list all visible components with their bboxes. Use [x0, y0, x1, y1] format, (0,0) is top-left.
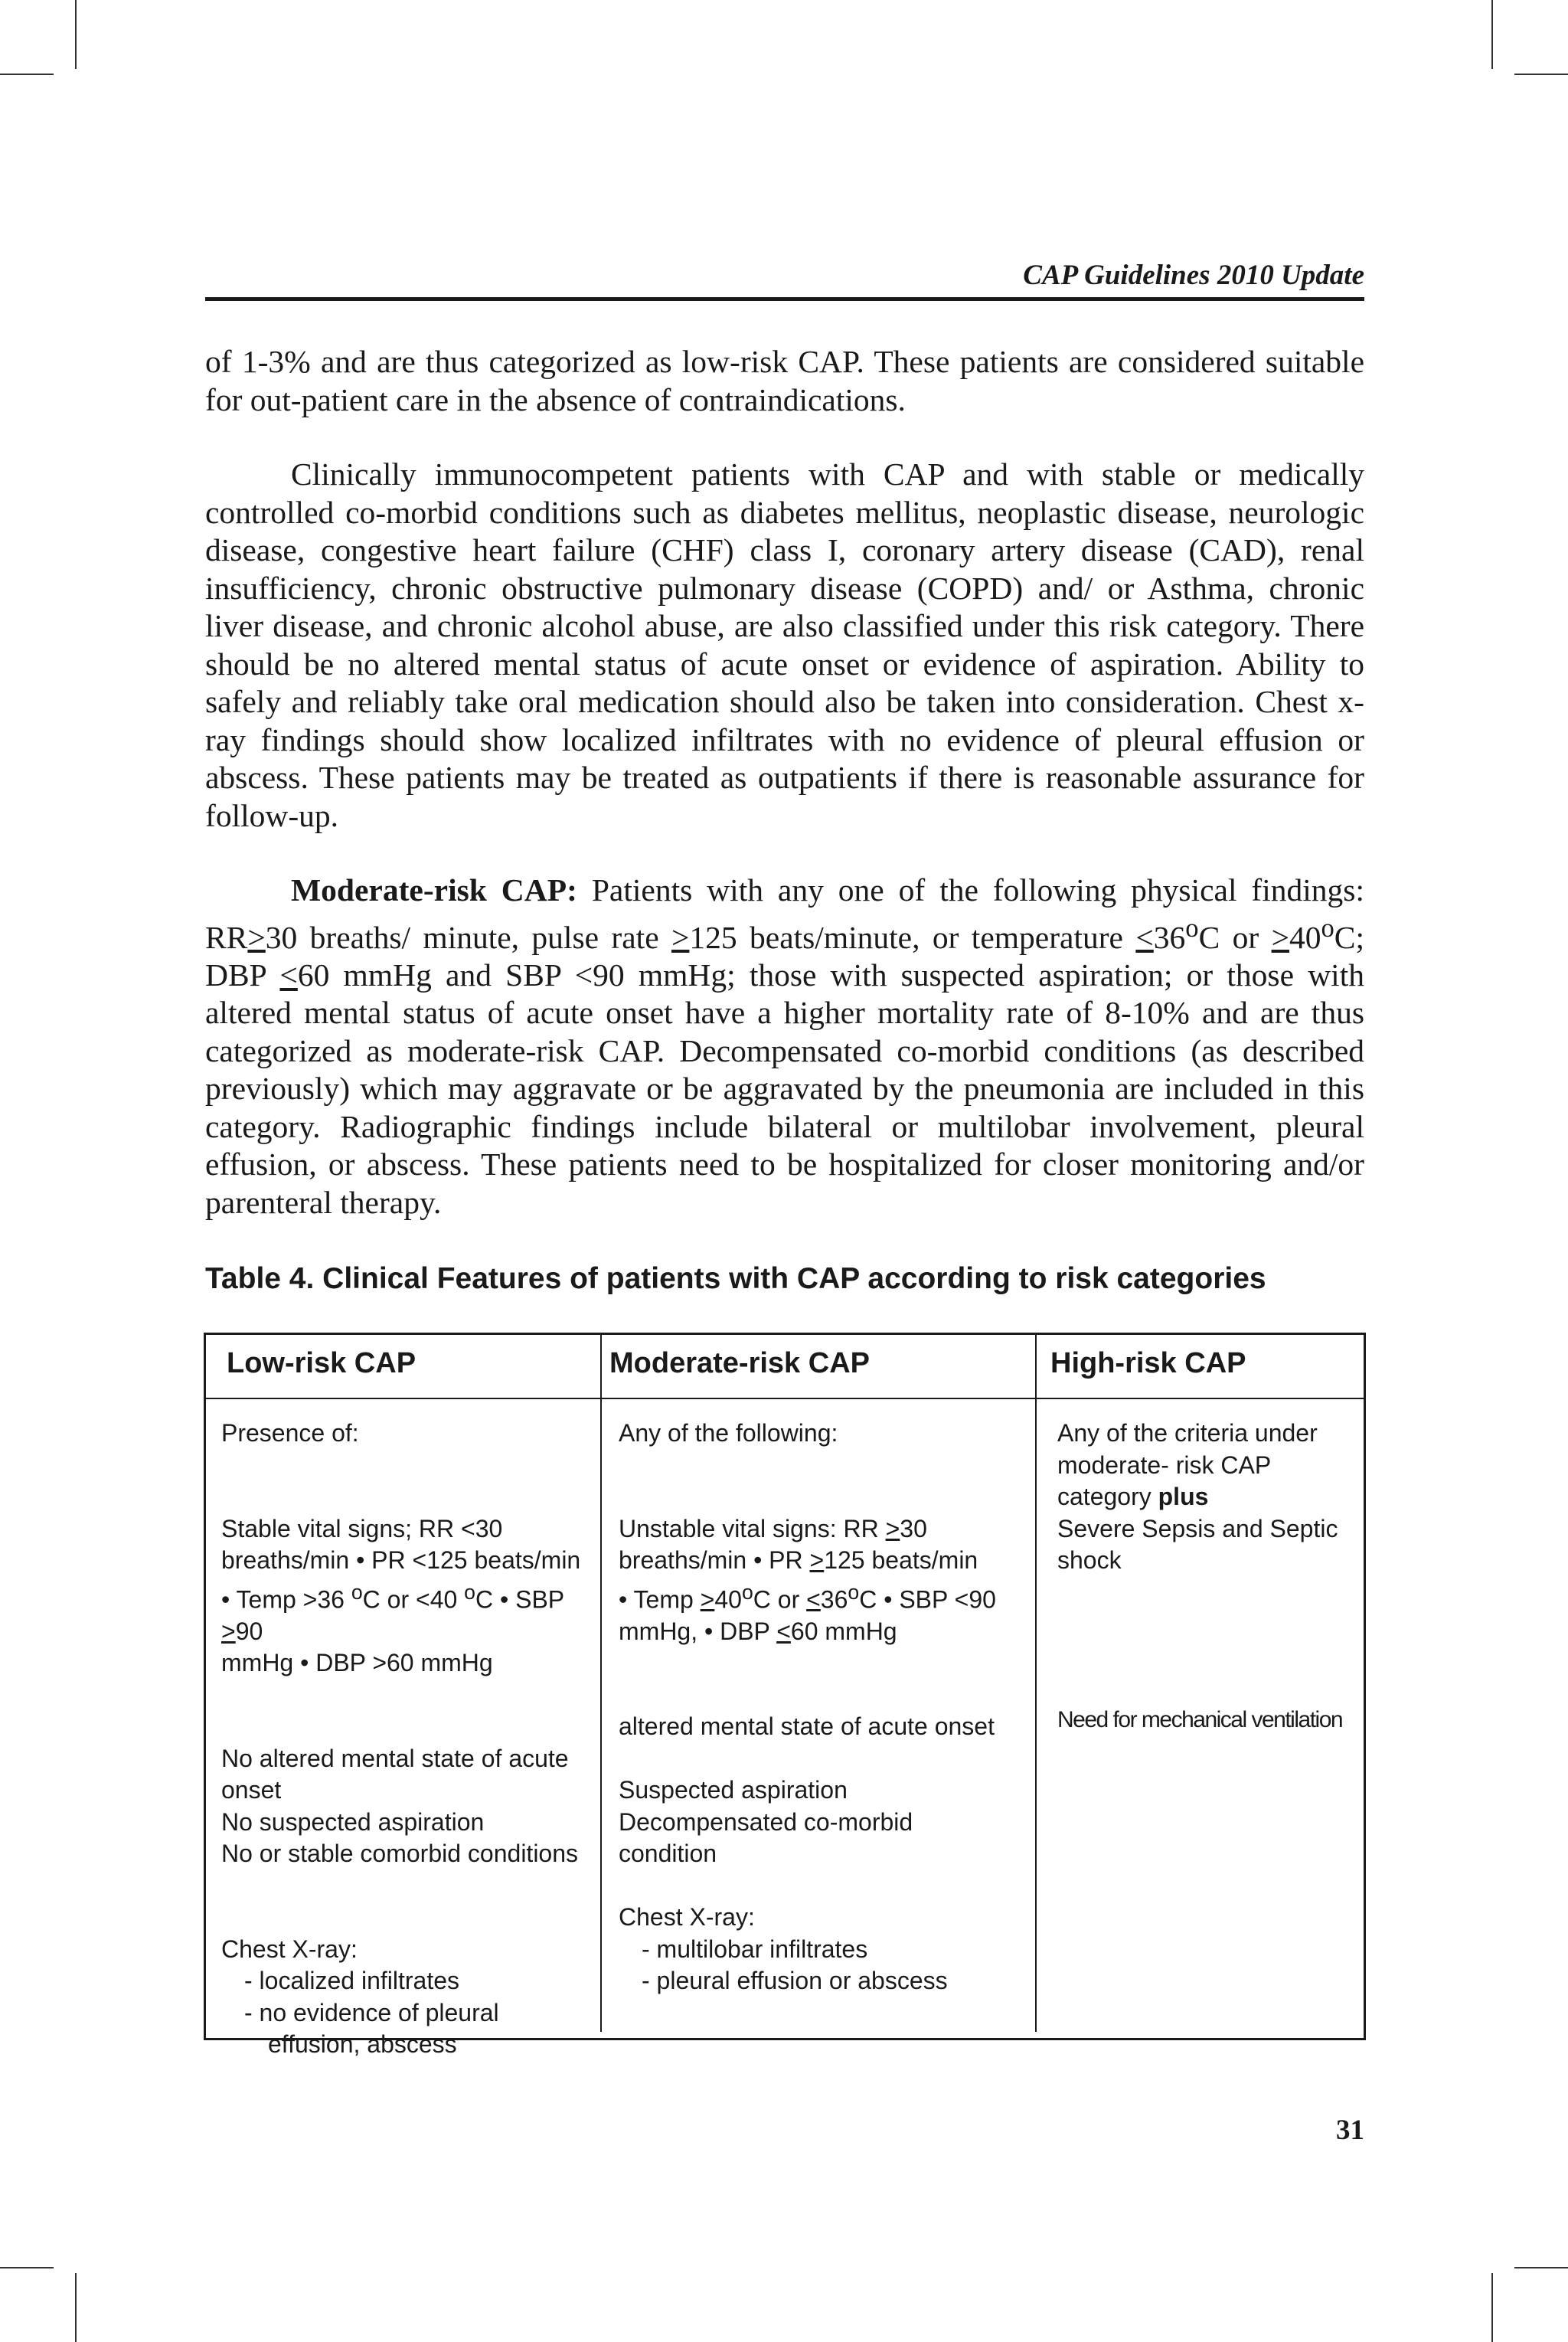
column-divider — [600, 1335, 602, 2032]
crop-mark — [0, 2267, 54, 2268]
low-risk-cell: Presence of: Stable vital signs; RR <30 breaths/min • PR <125 beats/min • Temp >36 $^o$C or <40 $^o$C • SBP >90 mmHg • DBP >60 mmHg No altered mental state of acute onset No suspected aspiration No or stable comorbid conditions Chest X-ray: - localized infiltrates - no evidence of pleural effusion, abscess — [221, 1419, 581, 2059]
crop-mark — [1491, 2273, 1493, 2342]
high-risk-cell: Any of the criteria under moderate- risk CAP category plus Severe Sepsis and Septic shock Need for mechanical ventilation — [1057, 1419, 1343, 1732]
risk-category-table — [204, 1333, 1366, 2059]
table-header-row — [206, 1335, 1364, 1399]
body-text — [205, 343, 1364, 1222]
paragraph-3-lead: Moderate-risk CAP: — [291, 872, 577, 908]
crop-mark — [1514, 74, 1568, 75]
crop-mark — [75, 0, 77, 69]
running-head: CAP Guidelines 2010 Update — [1023, 260, 1364, 291]
crop-mark — [0, 74, 54, 75]
crop-mark — [1514, 2267, 1568, 2268]
paragraph-3: Moderate-risk CAP: Patients with any one of the following physical findings: RR>30 breaths/ minute, pulse rate >125 beats/minute, or temperature $<36^oC$ or $>40^oC$; DBP <60 mmHg and SBP <90 mmHg; those with suspected aspiration; or those with altered mental status of acute onset have a higher mortality rate of 8-10% and are thus categorized as moderate-risk CAP. Decompensated co-morbid conditions (as described previously) which may aggravate or be aggravated by the pneumonia are included in this category. Radiographic findings include bilateral or multilobar involvement, pleural effusion, or abscess. These patients need to be hospitalized for closer monitoring and/or parenteral therapy. — [205, 872, 1365, 1220]
header-high-risk: High-risk CAP — [1050, 1347, 1246, 1379]
table-caption: Table 4. Clinical Features of patients with CAP according to risk categories — [205, 1262, 1266, 1295]
page-number: 31 — [1336, 2115, 1364, 2146]
header-moderate-risk: Moderate-risk CAP — [609, 1347, 870, 1379]
paragraph-2: Clinically immunocompetent patients with CAP and with stable or medically controlled co-morbid conditions such as diabetes mellitus, neoplastic disease, neurologic disease, congestive heart failure (CHF) class I, coronary artery disease (CAD), renal insufficiency, chronic obstructive pulmonary disease (COPD) and/ or Asthma, chronic liver disease, and chronic alcohol abuse, are also classified under this risk category. There should be no altered mental status of acute onset or evidence of aspiration. Ability to safely and reliably take oral medication should also be taken into consideration. Chest x-ray findings should show localized infiltrates with no evidence of pleural effusion or abscess. These patients may be treated as outpatients if there is reasonable assurance for follow-up. — [205, 456, 1364, 833]
crop-mark — [75, 2273, 77, 2342]
crop-mark — [1491, 0, 1493, 69]
header-low-risk: Low-risk CAP — [227, 1347, 416, 1379]
header-rule — [205, 297, 1364, 301]
moderate-risk-cell: Any of the following: Unstable vital signs: RR >30 breaths/min • PR >125 beats/min • Temp $>40^oC$ or $<36^oC$ • SBP <90 mmHg, • DBP <60 mmHg altered mental state of acute onset Suspected aspiration Decompensated co-morbid condition Chest X-ray: - multilobar infiltrates - pleural effusion or abscess — [619, 1419, 996, 1995]
paragraph-1: of 1-3% and are thus categorized as low-risk CAP. These patients are considered suitable for out-patient care in the absence of contraindications. — [205, 344, 1364, 417]
column-divider — [1035, 1335, 1037, 2032]
